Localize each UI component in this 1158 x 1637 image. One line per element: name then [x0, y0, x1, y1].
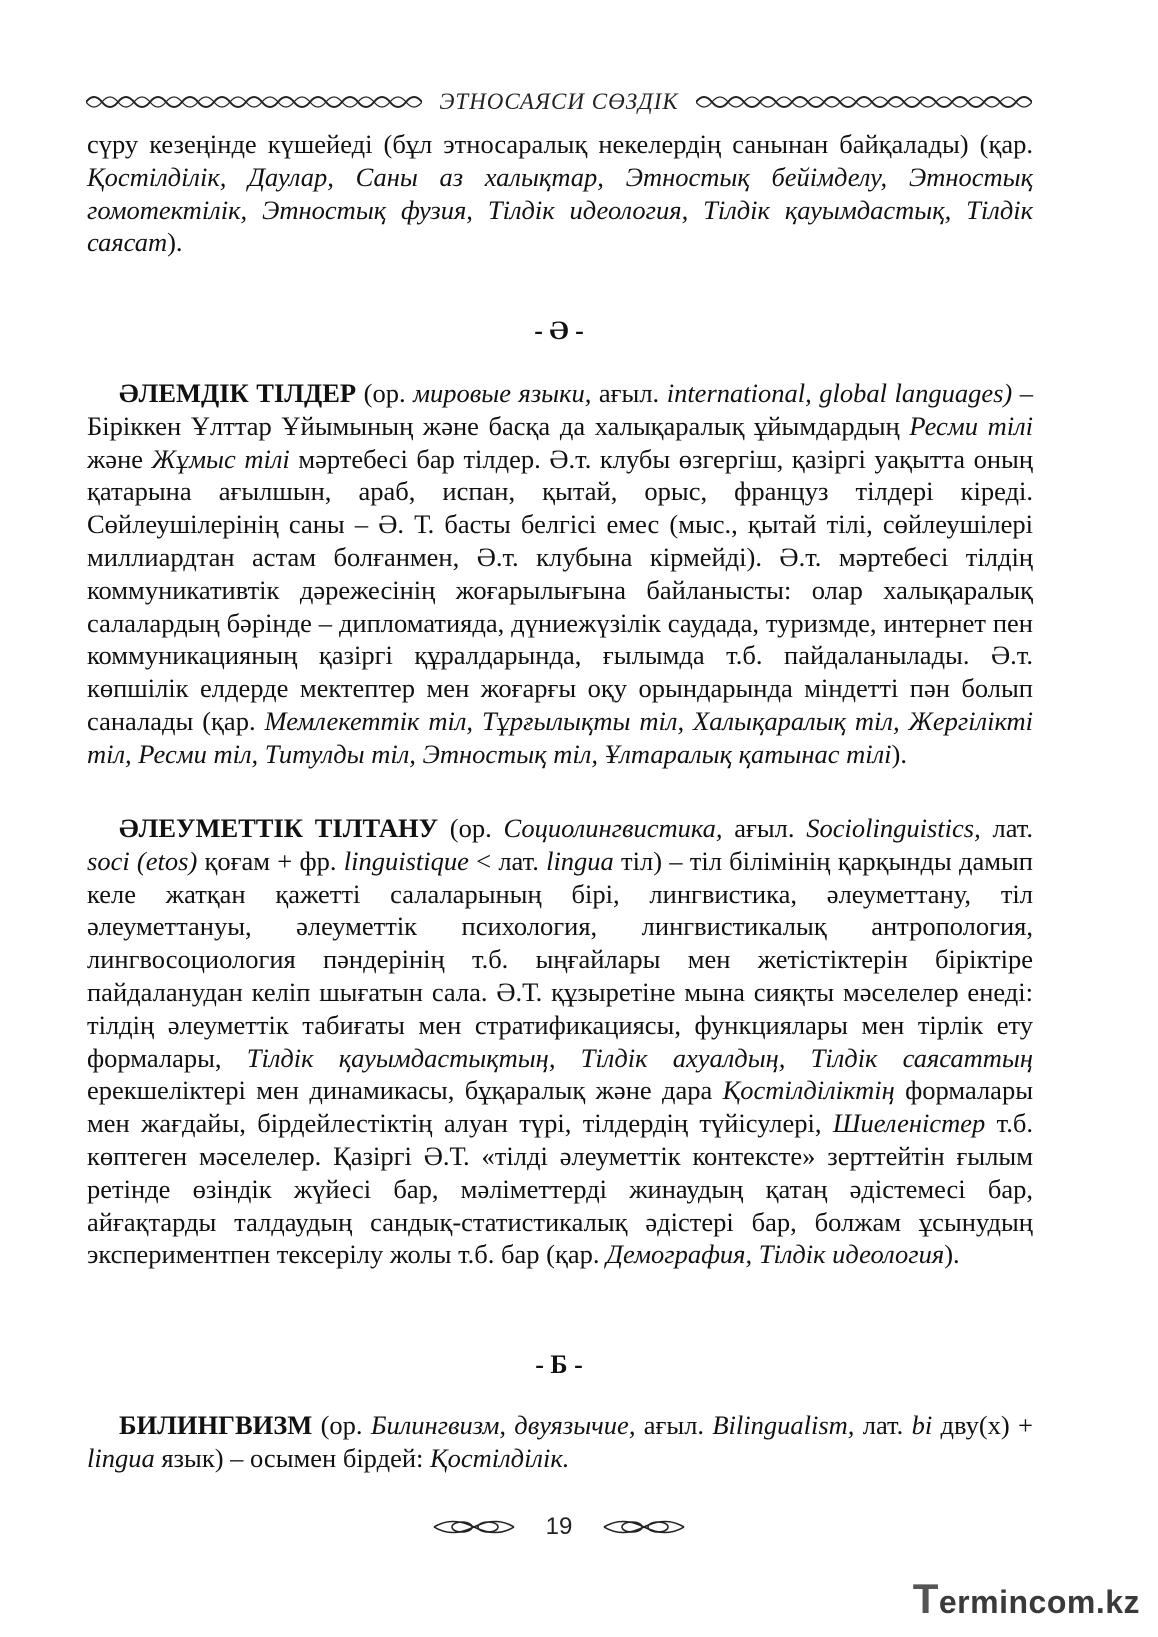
cross-references: Қостілділік. [430, 1442, 570, 1473]
ornament-right-icon [696, 90, 1032, 114]
swirl-ornament-left-icon [432, 1514, 516, 1540]
entry-term: ӘЛЕМДІК ТІЛДЕР [119, 378, 357, 408]
entry-term: БИЛИНГВИЗМ [119, 1410, 313, 1440]
running-header-title: ЭТНОСАЯСИ СӨЗДІК [439, 89, 679, 114]
section-letter-ae: - Ә - [534, 316, 584, 345]
watermark-logo: Termincom.kz [912, 1575, 1140, 1622]
entry-alemdik-tilder: ӘЛЕМДІК ТІЛДЕР (ор. мировые языки, ағыл. international, global languages) – Біріккен Ұлттар Ұйымының және басқа да халықаралық ұйымдардың Ресми тілі және Жұмыс тілі мәртебесі бар тілдер. Ә.т. клубы өзгергіш, қазіргі уақытта оның қатарына ағылшын, араб, испан, қытай, орыс, француз тілдері кіреді. Сөйлеушілерінің саны – Ә. Т. басты белгісі емес (мыс., қытай тілі, сөйлеушілері миллиардтан астам болғанмен, Ә.т. клубына кірмейді). Ә.т. мәртебесі тілдің коммуникативтік дәрежесінің жоғарылығына байланысты: олар халықаралық салалардың бәрінде – дипломатияда, дүниежүзілік саудада, туризмде, интернет пен коммуникацияның қазіргі құралдарында, ғылымда т.б. пайдаланылады. Ә.т. көпшілік елдерде мектептер мен жоғарғы оқу орындарында міндетті пән болып саналады (қар. Мемлекеттік тіл, Тұрғылықты тіл, Халықаралық тіл, Жергілікті тіл, Ресми тіл, Титулды тіл, Этностық тіл, Ұлтаралық қатынас тілі). [87, 378, 1034, 769]
entry-aleumettik-tiltanu: ӘЛЕУМЕТТІК ТІЛТАНУ (ор. Социолингвистика, ағыл. Sociolinguistics, лат. soci (etos) қоғам + фр. linguistique < лат. lingua тіл) – тіл білімінің қарқынды дамып келе жатқан қажетті салаларының бірі, лингвистика, әлеуметтану, тіл әлеуметтануы, әлеуметтік психология, лингвистикалық антропология, лингвосоциология пәндерінің т.б. ыңғайлары мен жетістіктерін біріктіре пайдаланудан келіп шығатын сала. Ә.Т. құзыретіне мына сияқты мәселелер енеді: тілдің әлеуметтік табиғаты мен стратификациясы, функциялары мен тірлік ету формалары, Тілдік қауымдастықтың, Тілдік ахуалдың, Тілдік саясаттың ерекшеліктері мен динамикасы, бұқаралық және дара Қостілділіктің формалары мен жағдайы, бірдейлестіктің алуан түрі, тілдердің түйісулері, Шиеленістер т.б. көптеген мәселелер. Қазіргі Ә.Т. «тілді әлеуметтік контексте» зерттейтін ғылым ретінде өзіндік жүйесі бар, мәліметтерді жинаудың қатаң әдістемесі бар, айғақтарды талдаудың сандық-статистикалық әдістері бар, болжам ұсынудың экспериментпен тексерілу жолы т.б. бар (қар. Демография, Тілдік идеология). [87, 813, 1034, 1270]
entry-term: ӘЛЕУМЕТТІК ТІЛТАНУ [119, 813, 439, 843]
swirl-ornament-right-icon [602, 1514, 686, 1540]
section-letter-b: - Б - [535, 1350, 583, 1379]
cross-references: Мемлекеттік тіл, Тұрғылықты тіл, Халықаралық тіл, Жергілікті тіл, Ресми тіл, Титулды тіл, Этностық тіл, Ұлтаралық қатынас тілі [87, 705, 1033, 769]
cross-references: Қостілділік, Даулар, Саны аз халықтар, Этностық бейімделу, Этностық гомотектілік, Этностық фузия, Тілдік идеология, Тілдік қауымдастық, Тілдік саясат [87, 161, 1033, 258]
ornament-left-icon [86, 90, 422, 114]
cross-references: Демография, Тілдік идеология [606, 1239, 945, 1270]
continuation-paragraph: сүру кезеңінде күшейеді (бұл этносаралық некелердің санынан байқалады) (қар. Қостілділік, Даулар, Саны аз халықтар, Этностық бейімделу, Этностық гомотектілік, Этностық фузия, Тілдік идеология, Тілдік қауымдастық, Тілдік саясат). [87, 129, 1033, 258]
entry-bilingvizm: БИЛИНГВИЗМ (ор. Билингвизм, двуязычие, ағыл. Bilingualism, лат. bi дву(х) + lingua язык) – осымен бірдей: Қостілділік. [87, 1410, 1034, 1473]
running-header [86, 86, 1032, 118]
page-number: 19 [545, 1513, 573, 1540]
page-footer [0, 1510, 1118, 1544]
